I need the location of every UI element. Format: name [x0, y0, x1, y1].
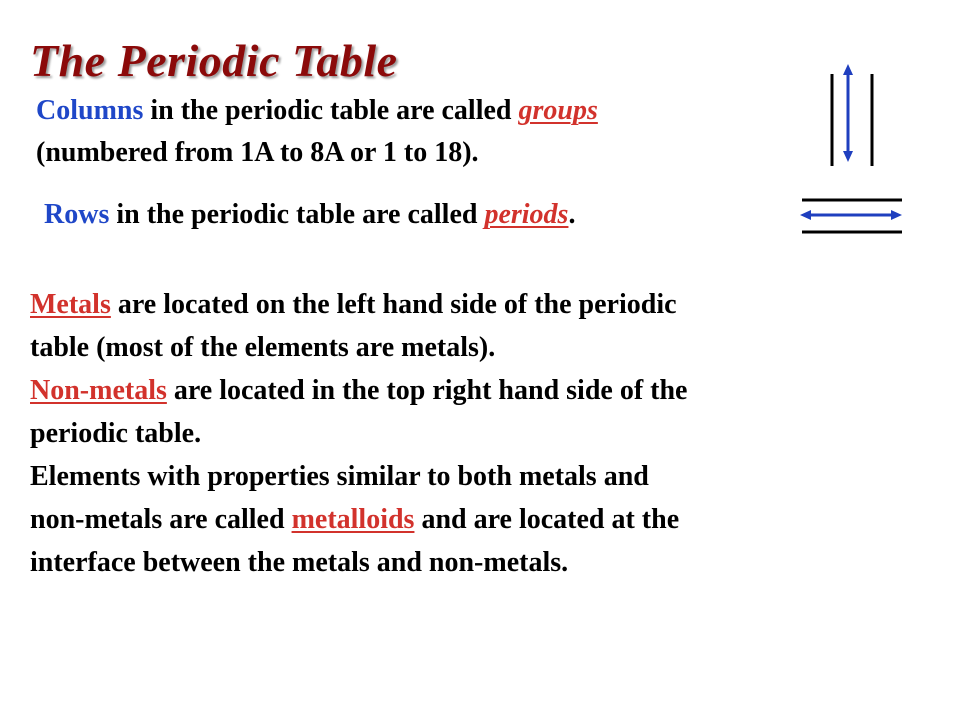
- nonmetals-text: are located in the top right hand side of the: [166, 375, 688, 406]
- nonmetals-line-2: periodic table.: [30, 418, 202, 449]
- metals-text: are located on the left hand side of the periodic: [110, 289, 677, 320]
- elements-line-3: interface between the metals and non-metals.: [30, 547, 569, 578]
- nonmetals-term: Non-metals: [30, 375, 167, 406]
- periods-term: periods: [484, 199, 569, 230]
- columns-keyword: Columns: [36, 95, 144, 126]
- elements-text-post: and are located at the: [414, 504, 680, 535]
- rows-period: .: [568, 199, 576, 230]
- page-title: The Periodic Table: [30, 35, 398, 86]
- rows-text: in the periodic table are called: [109, 199, 485, 230]
- columns-line-1: [36, 92, 598, 130]
- rows-keyword: Rows: [44, 199, 110, 230]
- columns-line-2: (numbered from 1A to 8A or 1 to 18).: [36, 137, 479, 168]
- metals-line-1: [30, 286, 677, 324]
- metals-line-2: table (most of the elements are metals).: [30, 332, 496, 363]
- nonmetals-line-1: [30, 372, 687, 410]
- metals-term: Metals: [30, 289, 111, 320]
- metalloids-term: metalloids: [291, 504, 415, 535]
- groups-term: groups: [518, 95, 598, 126]
- elements-line-1: Elements with properties similar to both metals and: [30, 461, 649, 492]
- columns-text: in the periodic table are called: [143, 95, 519, 126]
- rows-line: [44, 196, 575, 234]
- elements-line-2: [30, 501, 679, 539]
- elements-text-pre: non-metals are called: [30, 504, 292, 535]
- vertical-double-arrow-icon: [820, 62, 880, 170]
- horizontal-double-arrow-icon: [796, 192, 908, 238]
